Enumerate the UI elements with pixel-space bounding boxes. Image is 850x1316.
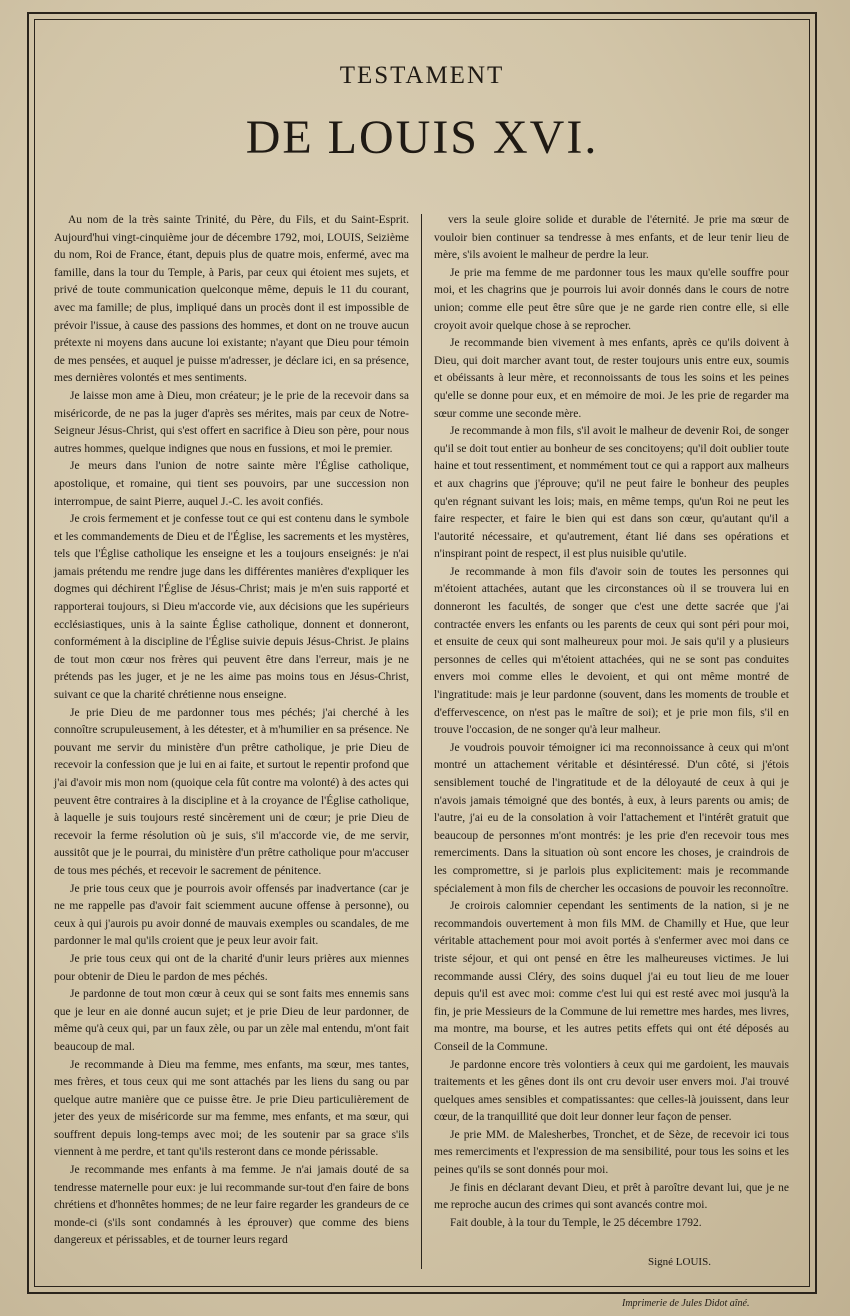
document-subtitle: DE LOUIS XVI.: [245, 111, 599, 164]
paragraph: Je recommande à Dieu ma femme, mes enfants, ma sœur, mes tantes, mes frères, et tous ceux qui me sont attachés par les liens du sang ou par quelque autre manière que ce puisse être. Je prie Dieu particulièrement de jeter des yeux de miséricorde sur ma femme, mes enfants, et ma sœur, qui souffrent depuis long-temps avec moi; de les soutenir par sa grace s'ils viennent à me perdre, et tant qu'ils resteront dans ce monde périssable.: [54, 1058, 409, 1159]
paragraph: Je pardonne de tout mon cœur à ceux qui se sont faits mes ennemis sans que je leur en aie donné aucun sujet; et je prie Dieu de leur pardonner, de même qu'à ceux qui, par un faux zèle, ou par un zèle mal entendu, m'ont fait beaucoup de mal.: [54, 988, 409, 1053]
paragraph: Je prie MM. de Malesherbes, Tronchet, et de Sèze, de recevoir ici tous mes remerciments et l'expression de ma sensibilité, pour tous les soins et les peines qu'ils se sont donnés pour moi.: [434, 1128, 789, 1177]
paragraph: Je recommande bien vivement à mes enfants, après ce qu'ils doivent à Dieu, qui doit marcher avant tout, de rester toujours unis entre eux, soumis et obéissants à leur mère, et reconnoissants de tous les soins et les peines qu'elle se donne pour eux, et en mémoire de moi. Je les prie de regarder ma sœur comme une seconde mère.: [434, 337, 789, 420]
paragraph: Je prie ma femme de me pardonner tous les maux qu'elle souffre pour moi, et les chagrins que je pourrois lui avoir donnés dans le cours de notre union; comme elle peut être sûre que je ne garde rien contre elle, si elle croyoit avoir quelque chose à se reprocher.: [434, 266, 789, 332]
printer-imprint: Imprimerie de Jules Didot aîné.: [622, 1298, 750, 1309]
right-column: [434, 212, 789, 1232]
paragraph: Je crois fermement et je confesse tout ce qui est contenu dans le symbole et les commandements de Dieu et de l'Église, les sacrements et les mystères, tels que l'Église catholique les enseigne et les a toujours enseignés: je n'ai jamais prétendu me rendre juge dans les différentes manières d'expliquer les dogmes qui déchirent l'Église de Jésus-Christ; mais je m'en suis rapporté et rapporterai toujours, si Dieu m'accorde vie, aux décisions que les supérieurs ecclésiastiques, unis à la sainte Église catholique, donnent et donneront, conformément à la discipline de l'Église suivie depuis Jésus-Christ. Je plains de tout mon cœur nos frères qui peuvent être dans l'erreur, mais je ne prétends pas les juger, et je ne les aime pas moins tous en Jésus-Christ, suivant ce que la charité chrétienne nous enseigne.: [54, 513, 409, 702]
left-column: [54, 212, 409, 1250]
signature: Signé LOUIS.: [648, 1256, 711, 1268]
paragraph: Je pardonne encore très volontiers à ceux qui me gardoient, les mauvais traitements et les gênes dont ils ont cru devoir user envers moi. J'ai trouvé quelques ames sensibles et compatissantes: que celles-là jouissent, dans leur cœur, de la tranquillité que doit leur donner leur façon de penser.: [434, 1058, 789, 1124]
paragraph: Je prie tous ceux que je pourrois avoir offensés par inadvertance (car je ne me rappelle pas d'avoir fait sciemment aucune offense à personne), ou ceux à qui j'aurois pu avoir donné de mauvais exemples ou scandales, de me pardonner le mal qu'ils croient que je peux leur avoir fait.: [54, 882, 409, 948]
column-divider: [421, 214, 422, 1269]
paragraph: Je meurs dans l'union de notre sainte mère l'Église catholique, apostolique, et romaine, qui tient ses pouvoirs, par une succession non interrompue, de saint Pierre, auquel J.-C. les avoit confiés.: [54, 460, 409, 508]
paragraph: vers la seule gloire solide et durable de l'éternité. Je prie ma sœur de vouloir bien continuer sa tendresse à mes enfants, et de leur tenir lieu de mère, s'ils avoient le malheur de perdre la leur.: [434, 214, 789, 262]
paragraph: Je recommande mes enfants à ma femme. Je n'ai jamais douté de sa tendresse maternelle pour eux: je lui recommande sur-tout d'en faire de bons chrétiens et d'honnêtes hommes; de ne leur faire regarder les grandeurs de ce monde-ci (s'ils sont condamnés à les éprouver) que comme des biens dangereux et périssables, et de tourner leurs regard: [54, 1164, 409, 1247]
paragraph: Je recommande à mon fils, s'il avoit le malheur de devenir Roi, de songer qu'il se doit tout entier au bonheur de ses concitoyens; qu'il doit oublier toute haine et tout ressentiment, et nommément tout ce qui a rapport aux malheurs et aux chagrins que j'éprouve; qu'il ne peut faire le bonheur des peuples qu'en régnant suivant les lois; mais, en même temps, qu'un Roi ne peut les faire respecter, et faire le bien qui est dans son cœur, qu'autant qu'il a l'autorité nécessaire, et qu'autrement, étant lié dans ses opérations et n'inspirant point de respect, il est plus nuisible qu'utile.: [434, 425, 789, 561]
paragraph: Je croirois calomnier cependant les sentiments de la nation, si je ne recommandois ouvertement à mon fils MM. de Chamilly et Hue, que leur véritable attachement pour moi avoit portés à s'enfermer avec moi dans ce triste séjour, et qui ont pensé en être les malheureuses victimes. Je lui recommande aussi Cléry, des soins duquel j'ai eu tout lieu de me louer depuis qu'il est avec moi: comme c'est lui qui est resté avec moi jusqu'à la fin, je prie Messieurs de la Commune de lui remettre mes hardes, mes livres, ma montre, ma bourse, et les autres petits effets qui ont été déposés au Conseil de la Commune.: [434, 900, 789, 1053]
paragraph: Je recommande à mon fils d'avoir soin de toutes les personnes qui m'étoient attachées, autant que les circonstances où il se trouvera lui en donneront les facultés, de songer que c'est une dette sacrée que j'ai contractée envers les enfants ou les parents de ceux qui sont péri pour moi, et ensuite de ceux qui sont malheureux pour moi. Je sais qu'il y a plusieurs personnes de celles qui m'étoient attachées, qui ne se sont pas conduites envers moi comme elles le devoient, et qui ont même montré de l'ingratitude: mais je leur pardonne (souvent, dans les moments de trouble et d'effervescence, on n'est pas le maître de soi); et je prie mon fils, s'il en trouve l'occasion, de ne songer qu'à leur malheur.: [434, 565, 789, 737]
paragraph: Je prie tous ceux qui ont de la charité d'unir leurs prières aux miennes pour obtenir de Dieu le pardon de mes péchés.: [54, 952, 409, 983]
paragraph: Je finis en déclarant devant Dieu, et prêt à paroître devant lui, que je ne me reproche aucun des crimes qui sont avancés contre moi.: [434, 1181, 789, 1212]
paragraph: Je prie Dieu de me pardonner tous mes péchés; j'ai cherché à les connoître scrupuleusement, à les détester, et à m'humilier en sa présence. Ne pouvant me servir du ministère d'un prêtre catholique, je prie Dieu de recevoir la confession que je lui en ai faite, et surtout le repentir profond que j'ai d'avoir mis mon nom (quoique cela fût contre ma volonté) à des actes qui peuvent être contraires à la discipline et à la croyance de l'Église catholique, à laquelle je suis toujours resté sincèrement uni de cœur; je prie Dieu de recevoir la ferme résolution où je suis, s'il m'accorde vie, de me servir, aussitôt que je le pourrai, du ministère d'un prêtre catholique pour m'accuser de tous mes péchés, et recevoir le sacrement de pénitence.: [54, 706, 409, 877]
paragraph: Je voudrois pouvoir témoigner ici ma reconnoissance à ceux qui m'ont montré un attachement véritable et désintéressé. D'un côté, si j'étois sensiblement touché de l'ingratitude et de la déloyauté de ceux à qui je n'avois jamais témoigné que des bontés, à eux, à leurs parents ou amis; de l'autre, j'ai eu de la consolation à voir l'attachement et l'intérêt gratuit que beaucoup de personnes m'ont montrés: je les prie d'en recevoir tous mes remerciments. Dans la situation où sont encore les choses, je craindrois de les compromettre, si je parlois plus explicitement: mais je recommande spécialement à mon fils de chercher les occasions de pouvoir les reconnoître.: [434, 741, 789, 895]
paragraph: Je laisse mon ame à Dieu, mon créateur; je le prie de la recevoir dans sa miséricorde, de ne pas la juger d'après ses mérites, mais par ceux de Notre-Seigneur Jésus-Christ, qui s'est offert en sacrifice à Dieu son père, pour nous autres hommes, quelque indignes que nous en fussions, et moi le premier.: [54, 389, 409, 455]
document-title: TESTAMENT: [339, 62, 505, 89]
paragraph: Au nom de la très sainte Trinité, du Père, du Fils, et du Saint-Esprit. Aujourd'hui vingt-cinquième jour de décembre 1792, moi, LOUIS, Seizième du nom, Roi de France, étant, depuis plus de quatre mois, enfermé, avec ma famille, dans la tour du Temple, à Paris, par ceux qui étoient mes sujets, et privé de toute communication quelconque même, depuis le 11 du courant, avec ma famille; de plus, impliqué dans un procès dont il est impossible de prévoir l'issue, à cause des passions des hommes, et dont on ne trouve aucun prétexte ni moyens dans aucune loi existante; n'ayant que Dieu pour témoin de mes pensées, et auquel je puisse m'adresser, je déclare ici, en sa présence, mes dernières volontés et mes sentiments.: [54, 214, 409, 385]
closing-line: Fait double, à la tour du Temple, le 25 décembre 1792.: [450, 1216, 702, 1229]
